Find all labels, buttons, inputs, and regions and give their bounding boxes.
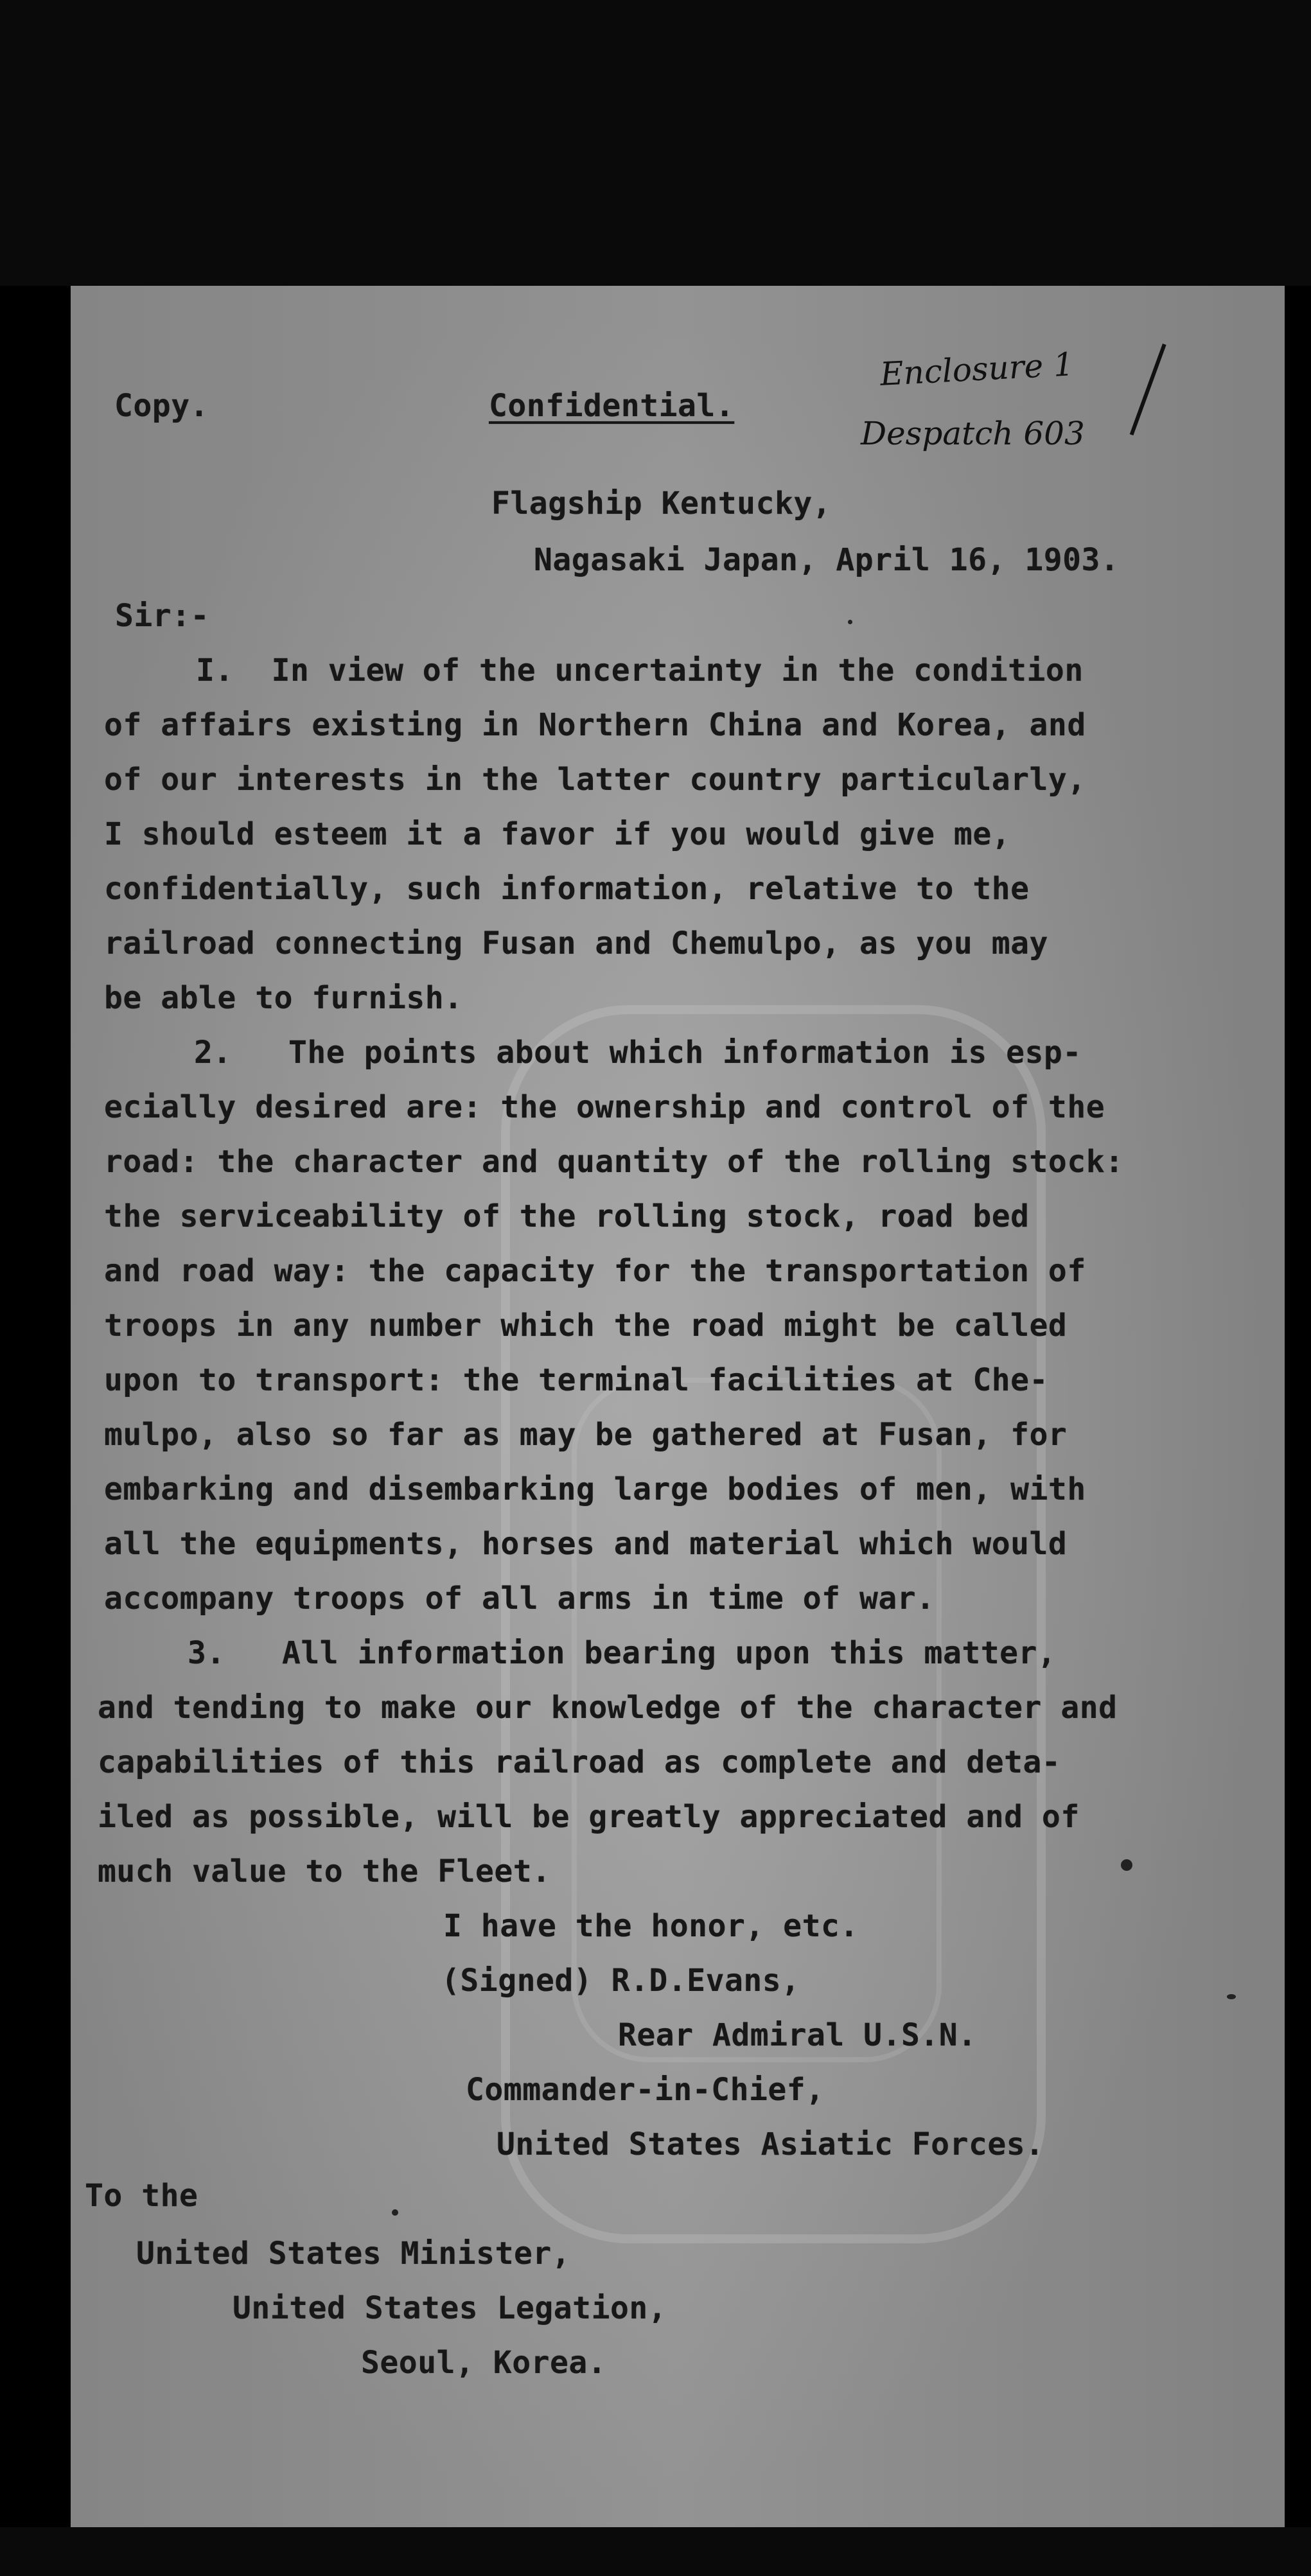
watermark-seal [501, 1005, 1046, 2243]
body-line: confidentially, such information, relative to the [104, 871, 1030, 907]
signer-rank: Rear Admiral U.S.N. [618, 2017, 977, 2053]
body-line: accompany troops of all arms in time of war. [104, 1581, 935, 1617]
recipient-line-2: United States Legation, [233, 2290, 667, 2326]
body-line: mulpo, also so far as may be gathered at Fusan, for [104, 1417, 1068, 1453]
copy-label: Copy. [114, 388, 209, 424]
body-line: troops in any number which the road might be called [104, 1308, 1068, 1344]
place-date: Nagasaki Japan, April 16, 1903. [534, 542, 1120, 578]
recipient-line-1: United States Minister, [136, 2236, 571, 2272]
body-line: capabilities of this railroad as complete and deta- [98, 1744, 1061, 1780]
scan-speck [1121, 1859, 1132, 1871]
body-line: railroad connecting Fusan and Chemulpo, as you may [104, 925, 1048, 961]
film-border [0, 2527, 1311, 2576]
recipient-to: To the [85, 2178, 198, 2214]
handwritten-slash-mark [1130, 344, 1166, 435]
scan-speck [848, 620, 852, 624]
ship-name: Flagship Kentucky, [491, 486, 832, 521]
body-line: be able to furnish. [104, 980, 463, 1016]
body-line: 3. All information bearing upon this matter, [188, 1635, 1057, 1671]
signer-command: United States Asiatic Forces. [497, 2126, 1044, 2162]
body-line: much value to the Fleet. [98, 1853, 551, 1889]
film-border [0, 0, 1311, 286]
recipient-line-3: Seoul, Korea. [361, 2345, 607, 2381]
confidential-heading: Confidential. [489, 388, 735, 424]
body-line: I should esteem it a favor if you would give me, [104, 816, 1011, 852]
document-sheet [71, 286, 1285, 2527]
body-line: all the equipments, horses and material which would [104, 1526, 1068, 1562]
signature-line: (Signed) R.D.Evans, [441, 1963, 800, 1999]
signer-title: Commander-in-Chief, [466, 2072, 825, 2108]
scan-speck [392, 2209, 398, 2216]
body-line: I. In view of the uncertainty in the condition [196, 653, 1084, 688]
handwritten-enclosure-note: Enclosure 1 [879, 346, 1075, 393]
body-line: and road way: the capacity for the transportation of [104, 1253, 1086, 1289]
body-line: road: the character and quantity of the rolling stock: [104, 1144, 1124, 1180]
body-line: ecially desired are: the ownership and control of the [104, 1089, 1105, 1125]
body-line: of affairs existing in Northern China and Korea, and [104, 707, 1086, 743]
scan-speck [1227, 1994, 1236, 1999]
body-line: iled as possible, will be greatly appreciated and of [98, 1799, 1080, 1835]
salutation: Sir:- [115, 598, 209, 634]
body-line: upon to transport: the terminal facilities at Che- [104, 1362, 1048, 1398]
body-line: of our interests in the latter country particularly, [104, 762, 1086, 798]
body-line: the serviceability of the rolling stock, road bed [104, 1198, 1030, 1234]
body-line: and tending to make our knowledge of the character and [98, 1690, 1118, 1726]
handwritten-despatch-note: Despatch 603 [861, 415, 1085, 452]
body-line: embarking and disembarking large bodies of men, with [104, 1471, 1086, 1507]
closing-honor: I have the honor, etc. [443, 1908, 859, 1944]
body-line: 2. The points about which information is esp- [194, 1035, 1082, 1071]
